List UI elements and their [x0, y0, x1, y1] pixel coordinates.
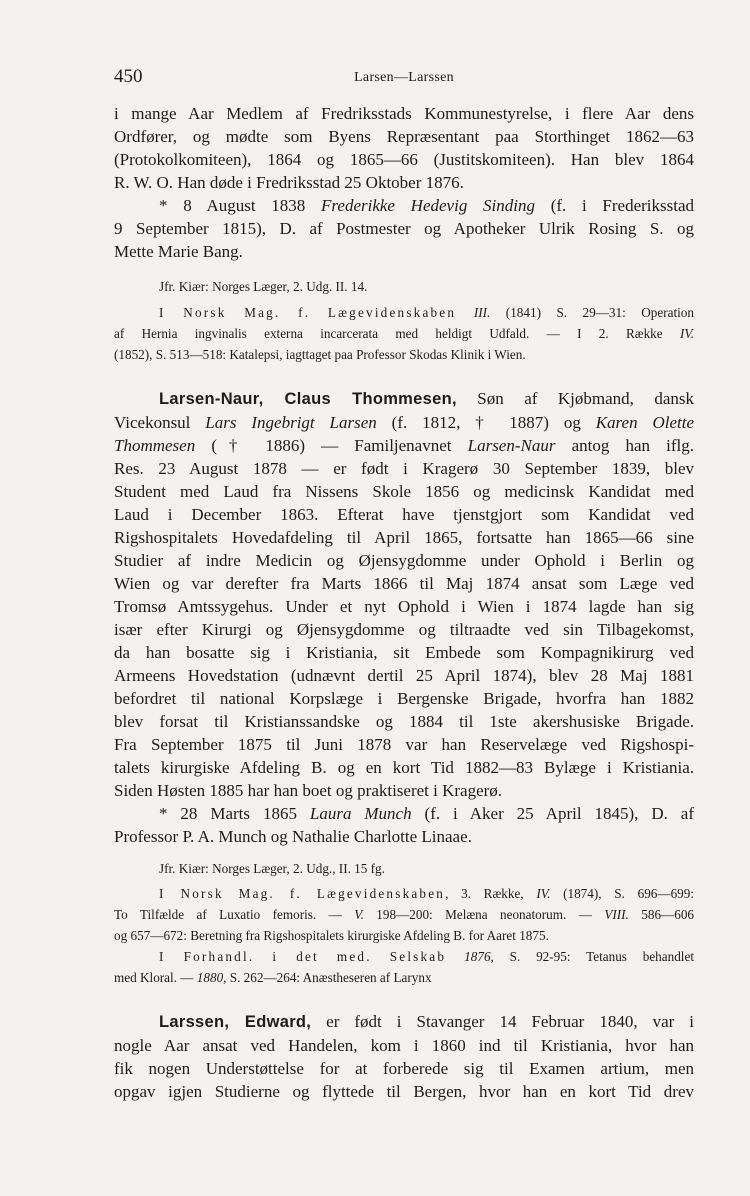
text-line: Armeens Hovedstation (udnævnt dertil 25 April 1874), blev 28 Maj 1881 — [114, 666, 694, 685]
page-number: 450 — [114, 66, 143, 87]
marriage-line: * 8 August 1838 Frederikke Hedevig Sinding (f. i Frederiksstad — [159, 196, 695, 215]
text-line: Wien og var derefter fra Marts 1866 til Maj 1874 ansat som Læge ved — [114, 574, 694, 593]
text-line: Res. 23 August 1878 — er født i Kragerø 30 September 1839, blev — [114, 459, 694, 478]
text-line: Rigshospitalets Hovedafdeling til April 1865, fortsatte han 1865—66 sine — [114, 528, 694, 547]
text-line: Vicekonsul Lars Ingebrigt Larsen (f. 1812, † 1887) og Karen Olette — [114, 413, 695, 432]
text-line: Student med Laud fra Nissens Skole 1856 og medicinsk Kandidat med — [114, 482, 694, 501]
text-line: Mette Marie Bang. — [114, 242, 243, 261]
text-line: blev forsat til Kristianssandske og 1884 til 1ste akershusiske Brigade. — [114, 712, 694, 731]
page-header — [114, 66, 694, 90]
entry-first-line: Larsen-Naur, Claus Thommesen, Søn af Kjøbmand, dansk — [159, 389, 694, 408]
text-line: Studier af indre Medicin og Øjensygdomme under Ophold i Berlin og — [114, 551, 694, 570]
page-body — [114, 102, 694, 1103]
text-line: Fra September 1875 til Juni 1878 var han Reservelæge ved Rigshospi- — [114, 735, 694, 754]
publication-line: af Hernia ingvinalis externa incarcerata med heldigt Udfald. — I 2. Række IV. — [114, 326, 694, 341]
reference-line: Jfr. Kiær: Norges Læger, 2. Udg. II. 14. — [159, 279, 368, 294]
text-line: i mange Aar Medlem af Fredriksstads Kommunestyrelse, i flere Aar dens — [114, 104, 694, 123]
publication-line: (1852), S. 513—518: Katalepsi, iagttaget paa Professor Skodas Klinik i Wien. — [114, 347, 526, 362]
publication-line: I Forhandl. i det med. Selskab 1876, S. 92-95: Tetanus behandlet — [159, 949, 694, 964]
text-line: Thommesen († 1886) — Familjenavnet Larsen-Naur antog han iflg. — [114, 436, 695, 455]
publication-line: I Norsk Mag. f. Lægevidenskaben, 3. Række, IV. (1874), S. 696—699: — [159, 886, 695, 901]
text-line: opgav igjen Studierne og flyttede til Bergen, hvor han en kort Tid drev — [114, 1082, 694, 1101]
text-line: befordret til national Korpslæge i Bergenske Brigade, hvorfra han 1882 — [114, 689, 694, 708]
text-line: Tromsø Amtssygehus. Under et nyt Ophold i Wien i 1874 lagde han sig — [114, 597, 694, 616]
text-line: især efter Kirurgi og Øjensygdomme og tiltraadte ved sin Tilbagekomst, — [114, 620, 694, 639]
running-title: Larsen—Larssen — [354, 70, 454, 85]
entry-heading: Larssen, Edward, — [159, 1013, 312, 1031]
text-line: (Protokolkomiteen), 1864 og 1865—66 (Justitskomiteen). Han blev 1864 — [114, 150, 694, 169]
entry-heading: Larsen-Naur, Claus Thommesen, — [159, 390, 457, 408]
publication-line: og 657—672: Beretning fra Rigshospitalets kirurgiske Afdeling B. for Aaret 1875. — [114, 928, 549, 943]
entry-first-line: Larssen, Edward, er født i Stavanger 14 Februar 1840, var i — [159, 1012, 694, 1031]
text-line: Ordfører, og mødte som Byens Repræsentant paa Storthinget 1862—63 — [114, 127, 694, 146]
text-line: da han bosatte sig i Kristiania, sit Embede som Kompagnikirurg ved — [114, 643, 694, 662]
text-line: Siden Høsten 1885 har han boet og praktiseret i Kragerø. — [114, 781, 503, 800]
text-line: nogle Aar ansat ved Handelen, kom i 1860 ind til Kristiania, hvor han — [114, 1036, 694, 1055]
text-line: Professor P. A. Munch og Nathalie Charlotte Linaae. — [114, 827, 472, 846]
publication-line: To Tilfælde af Luxatio femoris. — V. 198—200: Melæna neonatorum. — VIII. 586—606 — [114, 907, 695, 922]
publication-line: med Kloral. — 1880, S. 262—264: Anæstheseren af Larynx — [114, 970, 432, 985]
text-line: Laud i December 1863. Efterat have tjenstgjort som Kandidat ved — [114, 505, 694, 524]
publication-line: I Norsk Mag. f. Lægevidenskaben III. (1841) S. 29—31: Operation — [159, 305, 694, 320]
text-line: 9 September 1815), D. af Postmester og Apotheker Ulrik Rosing S. og — [114, 219, 694, 238]
reference-line: Jfr. Kiær: Norges Læger, 2. Udg., II. 15 fg. — [159, 861, 385, 876]
spouse-name: Laura Munch — [309, 804, 412, 823]
marriage-line: * 28 Marts 1865 Laura Munch (f. i Aker 25 April 1845), D. af — [159, 804, 694, 823]
text-line: talets kirurgiske Afdeling B. og en kort Tid 1882—83 Bylæge i Kristiania. — [114, 758, 694, 777]
text-line: R. W. O. Han døde i Fredriksstad 25 Oktober 1876. — [114, 173, 464, 192]
spouse-name: Frederikke Hedevig Sinding — [321, 196, 535, 215]
text-line: fik nogen Understøttelse for at forberede sig til Examen artium, men — [114, 1059, 694, 1078]
